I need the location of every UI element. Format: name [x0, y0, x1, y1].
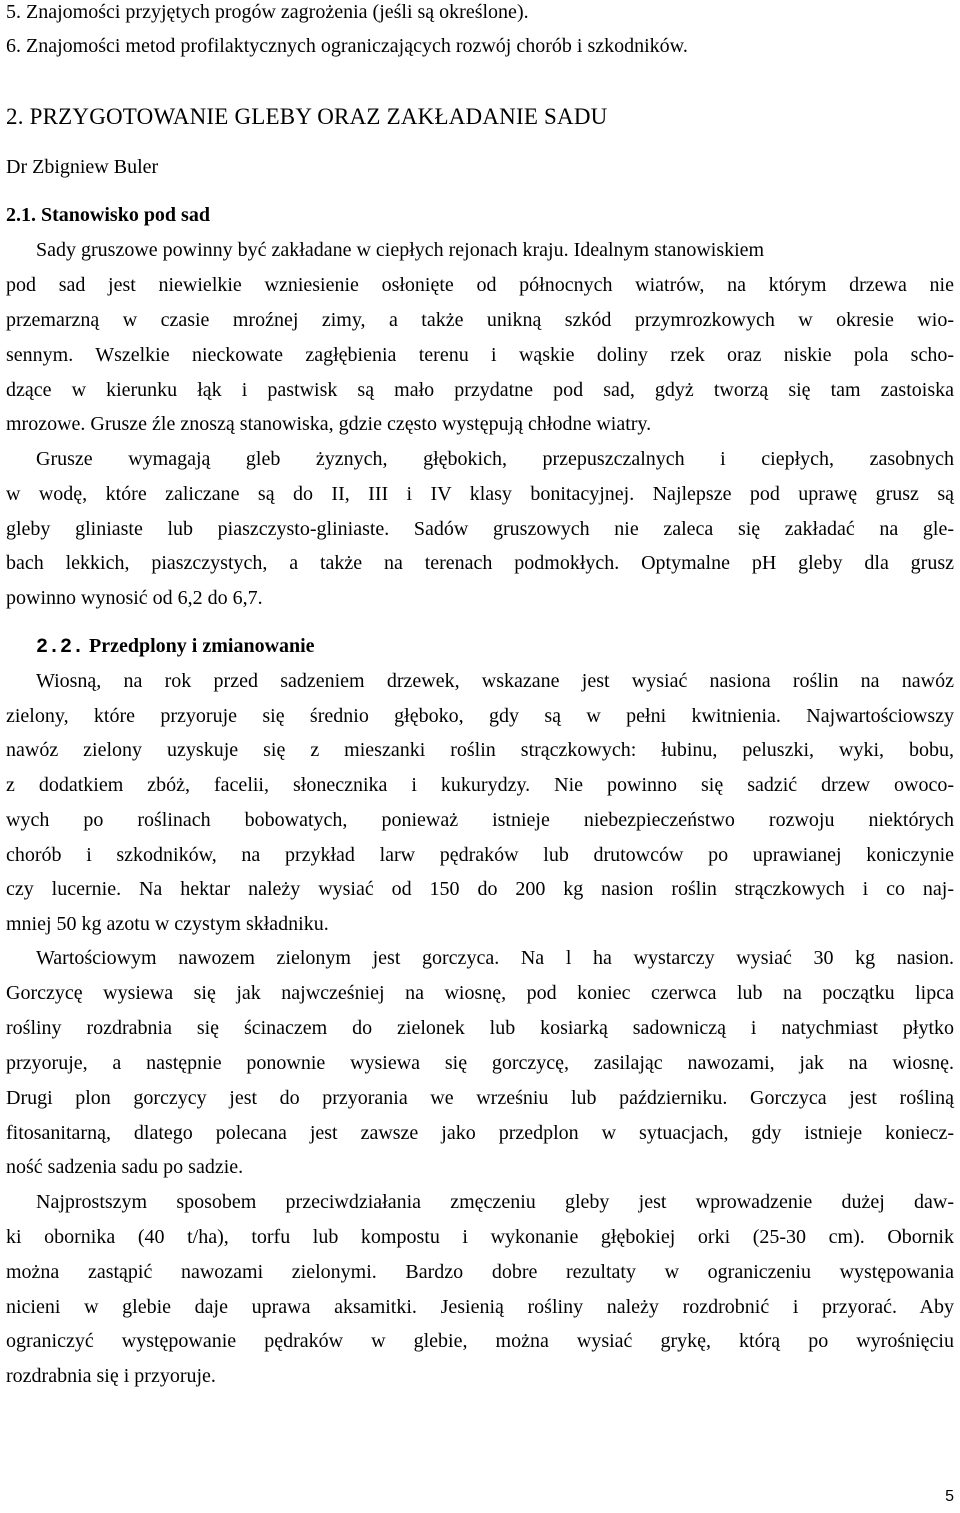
- subsection-heading: [36, 634, 315, 660]
- text-line: Sady gruszowe powinny być zakładane w ciepłych rejonach kraju. Idealnym stanowiskiem: [36, 239, 765, 261]
- text-line: rozdrabnia się i przyoruje.: [6, 1365, 216, 1387]
- text-line: mniej 50 kg azotu w czystym składniku.: [6, 913, 329, 935]
- text-line: dzące w kierunku łąk i pastwisk są mało przydatne pod sad, gdyż tworzą się tam zastoiska: [6, 379, 954, 401]
- text-line: Wiosną, na rok przed sadzeniem drzewek, wskazane jest wysiać nasiona roślin na nawóz: [36, 670, 954, 692]
- text-line: wych po roślinach bobowatych, ponieważ istnieje niebezpieczeństwo rozwoju niektórych: [6, 809, 954, 831]
- text-line: z dodatkiem zbóż, facelii, słonecznika i kukurydzy. Nie powinno się sadzić drzew owoco-: [6, 774, 954, 796]
- subsection-heading: 2.1. Stanowisko pod sad: [6, 204, 210, 226]
- text-line: przemarzną w czasie mroźnej zimy, a także unikną szkód przymrozkowych w okresie wio-: [6, 309, 954, 331]
- text-line: Grusze wymagają gleb żyznych, głębokich, przepuszczalnych i ciepłych, zasobnych: [36, 448, 954, 470]
- text-line: pod sad jest niewielkie wzniesienie osłonięte od północnych wiatrów, na którym drzewa nie: [6, 274, 954, 296]
- text-line: można zastąpić nawozami zielonymi. Bardzo dobre rezultaty w ograniczeniu występowania: [6, 1261, 954, 1283]
- text-line: Drugi plon gorczycy jest do przyorania we wrześniu lub październiku. Gorczyca jest rośliną: [6, 1087, 954, 1109]
- text-line: bach lekkich, piaszczystych, a także na terenach podmokłych. Optymalne pH gleby dla grusz: [6, 552, 954, 574]
- text-line: mrozowe. Grusze źle znoszą stanowiska, gdzie często występują chłodne wiatry.: [6, 413, 652, 435]
- text-line: zielony, które przyoruje się średnio głęboko, gdy są w pełni kwitnienia. Najwartościowszy: [6, 705, 954, 727]
- text-line: czy lucernie. Na hektar należy wysiać od 150 do 200 kg nasion roślin strączkowych i co naj-: [6, 878, 954, 900]
- text-line: przyoruje, a następnie ponownie wysiewa się gorczycę, zasilając nawozami, jak na wiosnę.: [6, 1052, 954, 1074]
- subsection-number: 2.2.: [36, 636, 85, 659]
- author-name: Dr Zbigniew Buler: [6, 156, 159, 178]
- text-line: fitosanitarną, dlatego polecana jest zawsze jako przedplon w sytuacjach, gdy istnieje koniecz-: [6, 1122, 954, 1144]
- text-line: Gorczycę wysiewa się jak najwcześniej na wiosnę, pod koniec czerwca lub na początku lipca: [6, 982, 954, 1004]
- subsection-title: Przedplony i zmianowanie: [89, 635, 315, 657]
- text-line: Najprostszym sposobem przeciwdziałania zmęczeniu gleby jest wprowadzenie dużej daw-: [36, 1191, 954, 1213]
- text-line: ność sadzenia sadu po sadzie.: [6, 1156, 244, 1178]
- text-line: ograniczyć występowanie pędraków w glebie, można wysiać grykę, którą po wyrośnięciu: [6, 1330, 954, 1352]
- text-line: ki obornika (40 t/ha), torfu lub kompostu i wykonanie głębokiej orki (25-30 cm). Obornik: [6, 1226, 954, 1248]
- list-item: 5. Znajomości przyjętych progów zagrożenia (jeśli są określone).: [6, 1, 529, 23]
- list-item: 6. Znajomości metod profilaktycznych ograniczających rozwój chorób i szkodników.: [6, 35, 688, 57]
- text-line: sennym. Wszelkie nieckowate zagłębienia terenu i wąskie doliny rzek oraz niskie pola scho-: [6, 344, 954, 366]
- text-line: w wodę, które zaliczane są do II, III i IV klasy bonitacyjnej. Najlepsze pod uprawę grusz są: [6, 483, 954, 505]
- text-line: nicieni w glebie daje uprawa aksamitki. Jesienią rośliny należy rozdrobnić i przyorać. Aby: [6, 1296, 954, 1318]
- text-line: nawóz zielony uzyskuje się z mieszanki roślin strączkowych: łubinu, peluszki, wyki, bobu,: [6, 739, 954, 761]
- text-line: Wartościowym nawozem zielonym jest gorczyca. Na l ha wystarczy wysiać 30 kg nasion.: [36, 947, 954, 969]
- text-line: rośliny rozdrabnia się ścinaczem do zielonek lub kosiarką sadowniczą i natychmiast płytko: [6, 1017, 954, 1039]
- text-line: powinno wynosić od 6,2 do 6,7.: [6, 587, 263, 609]
- text-line: gleby gliniaste lub piaszczysto-gliniaste. Sadów gruszowych nie zaleca się zakładać na gle-: [6, 518, 954, 540]
- page-number: 5: [945, 1488, 954, 1505]
- text-line: chorób i szkodników, na przykład larw pędraków lub drutowców po uprawianej koniczynie: [6, 844, 954, 866]
- section-heading: 2. PRZYGOTOWANIE GLEBY ORAZ ZAKŁADANIE SADU: [6, 104, 608, 129]
